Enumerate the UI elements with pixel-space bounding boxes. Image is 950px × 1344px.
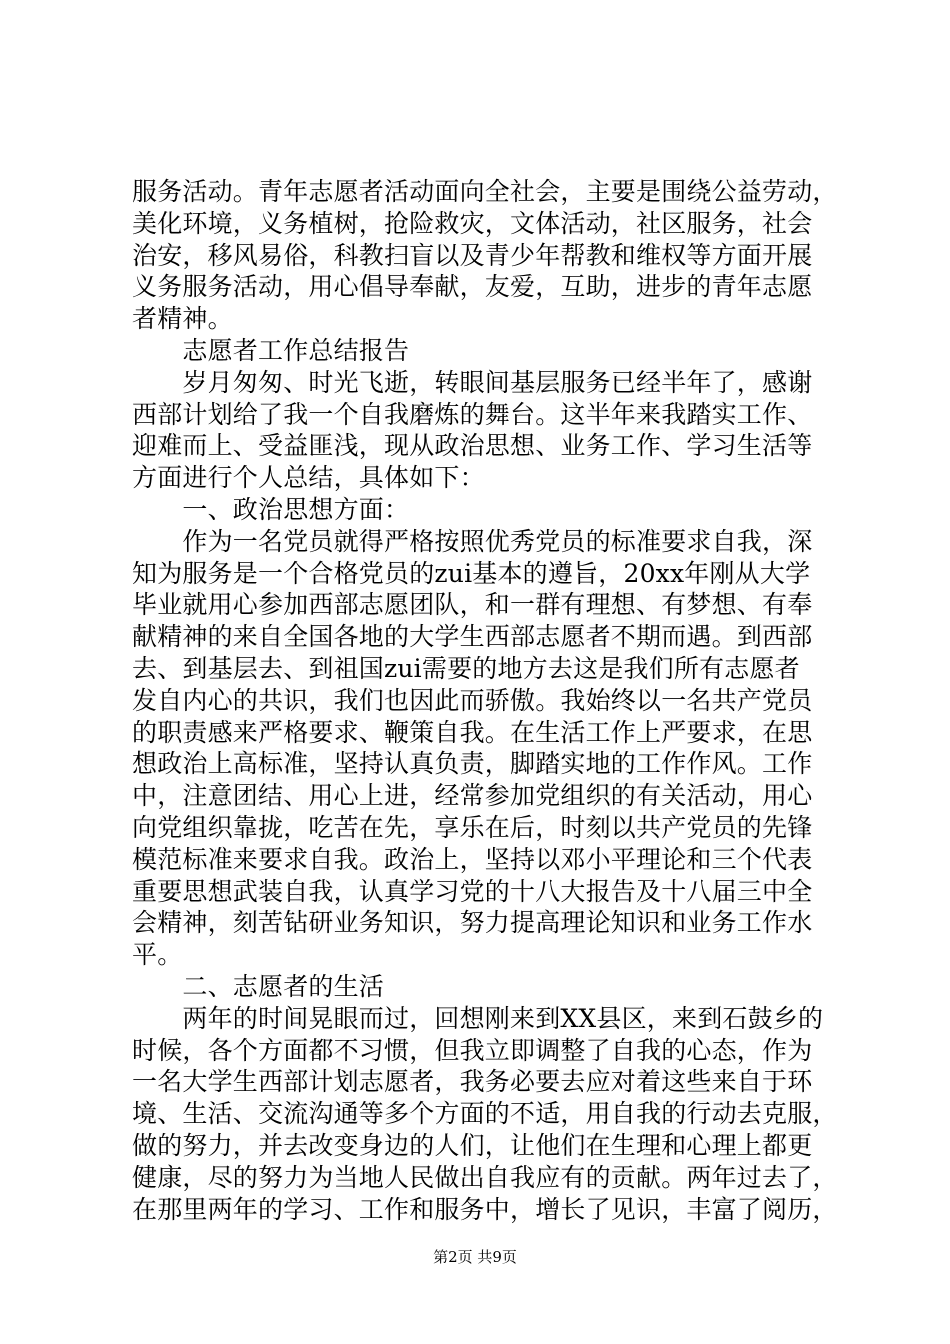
text-line: 迎难而上、受益匪浅，现从政治思想、业务工作、学习生活等 [132,431,813,461]
text-line: 去、到基层去、到祖国zui需要的地方去这是我们所有志愿者 [132,653,800,683]
text-line: 治安，移风易俗，科教扫盲以及青少年帮教和维权等方面开展 [132,240,813,270]
text-line: 两年的时间晃眼而过，回想刚来到XX县区，来到石鼓乡的 [132,1003,824,1033]
page-footer: 第2页 共9页 [433,1248,517,1266]
section-heading: 一、政治思想方面： [132,494,410,524]
text-line: 知为服务是一个合格党员的zui基本的遵旨，20xx年刚从大学 [132,558,811,588]
text-line: 一名大学生西部计划志愿者，我务必要去应对着这些来自于环 [132,1067,813,1097]
text-line: 在那里两年的学习、工作和服务中，增长了见识，丰富了阅历， [132,1194,838,1224]
text-line: 向党组织靠拢，吃苦在先，享乐在后，时刻以共产党员的先锋 [132,812,813,842]
text-line: 岁月匆匆、时光飞逝，转眼间基层服务已经半年了，感谢 [132,367,813,397]
text-line: 者精神。 [132,304,233,334]
text-line: 重要思想武装自我，认真学习党的十八大报告及十八届三中全 [132,876,813,906]
text-line: 健康，尽的努力为当地人民做出自我应有的贡献。两年过去了， [132,1162,838,1192]
text-line: 中，注意团结、用心上进，经常参加党组织的有关活动，用心 [132,781,813,811]
text-line: 会精神，刻苦钻研业务知识，努力提高理论知识和业务工作水 [132,908,813,938]
text-line: 平。 [132,940,183,970]
section-heading: 二、志愿者的生活 [132,971,385,1001]
text-line: 义务服务活动，用心倡导奉献，友爱，互助，进步的青年志愿 [132,272,813,302]
text-line: 作为一名党员就得严格按照优秀党员的标准要求自我，深 [132,526,813,556]
text-line: 方面进行个人总结，具体如下： [132,463,485,493]
text-line: 时候，各个方面都不习惯，但我立即调整了自我的心态，作为 [132,1035,813,1065]
text-line: 献精神的来自全国各地的大学生西部志愿者不期而遇。到西部 [132,622,813,652]
text-line: 毕业就用心参加西部志愿团队，和一群有理想、有梦想、有奉 [132,590,813,620]
text-line: 的职责感来严格要求、鞭策自我。在生活工作上严要求，在思 [132,717,813,747]
text-line: 想政治上高标准，坚持认真负责，脚踏实地的工作作风。工作 [132,749,813,779]
section-heading: 志愿者工作总结报告 [132,335,410,365]
text-line: 美化环境，义务植树，抢险救灾，文体活动，社区服务，社会 [132,208,813,238]
text-line: 服务活动。青年志愿者活动面向全社会，主要是围绕公益劳动， [132,177,838,206]
text-line: 西部计划给了我一个自我磨炼的舞台。这半年来我踏实工作、 [132,399,813,429]
body-text [132,176,838,1225]
text-line: 模范标准来要求自我。政治上，坚持以邓小平理论和三个代表 [132,844,813,874]
text-line: 做的努力，并去改变身边的人们，让他们在生理和心理上都更 [132,1130,813,1160]
text-line: 境、生活、交流沟通等多个方面的不适，用自我的行动去克服， [132,1099,838,1129]
text-line: 发自内心的共识，我们也因此而骄傲。我始终以一名共产党员 [132,685,813,715]
